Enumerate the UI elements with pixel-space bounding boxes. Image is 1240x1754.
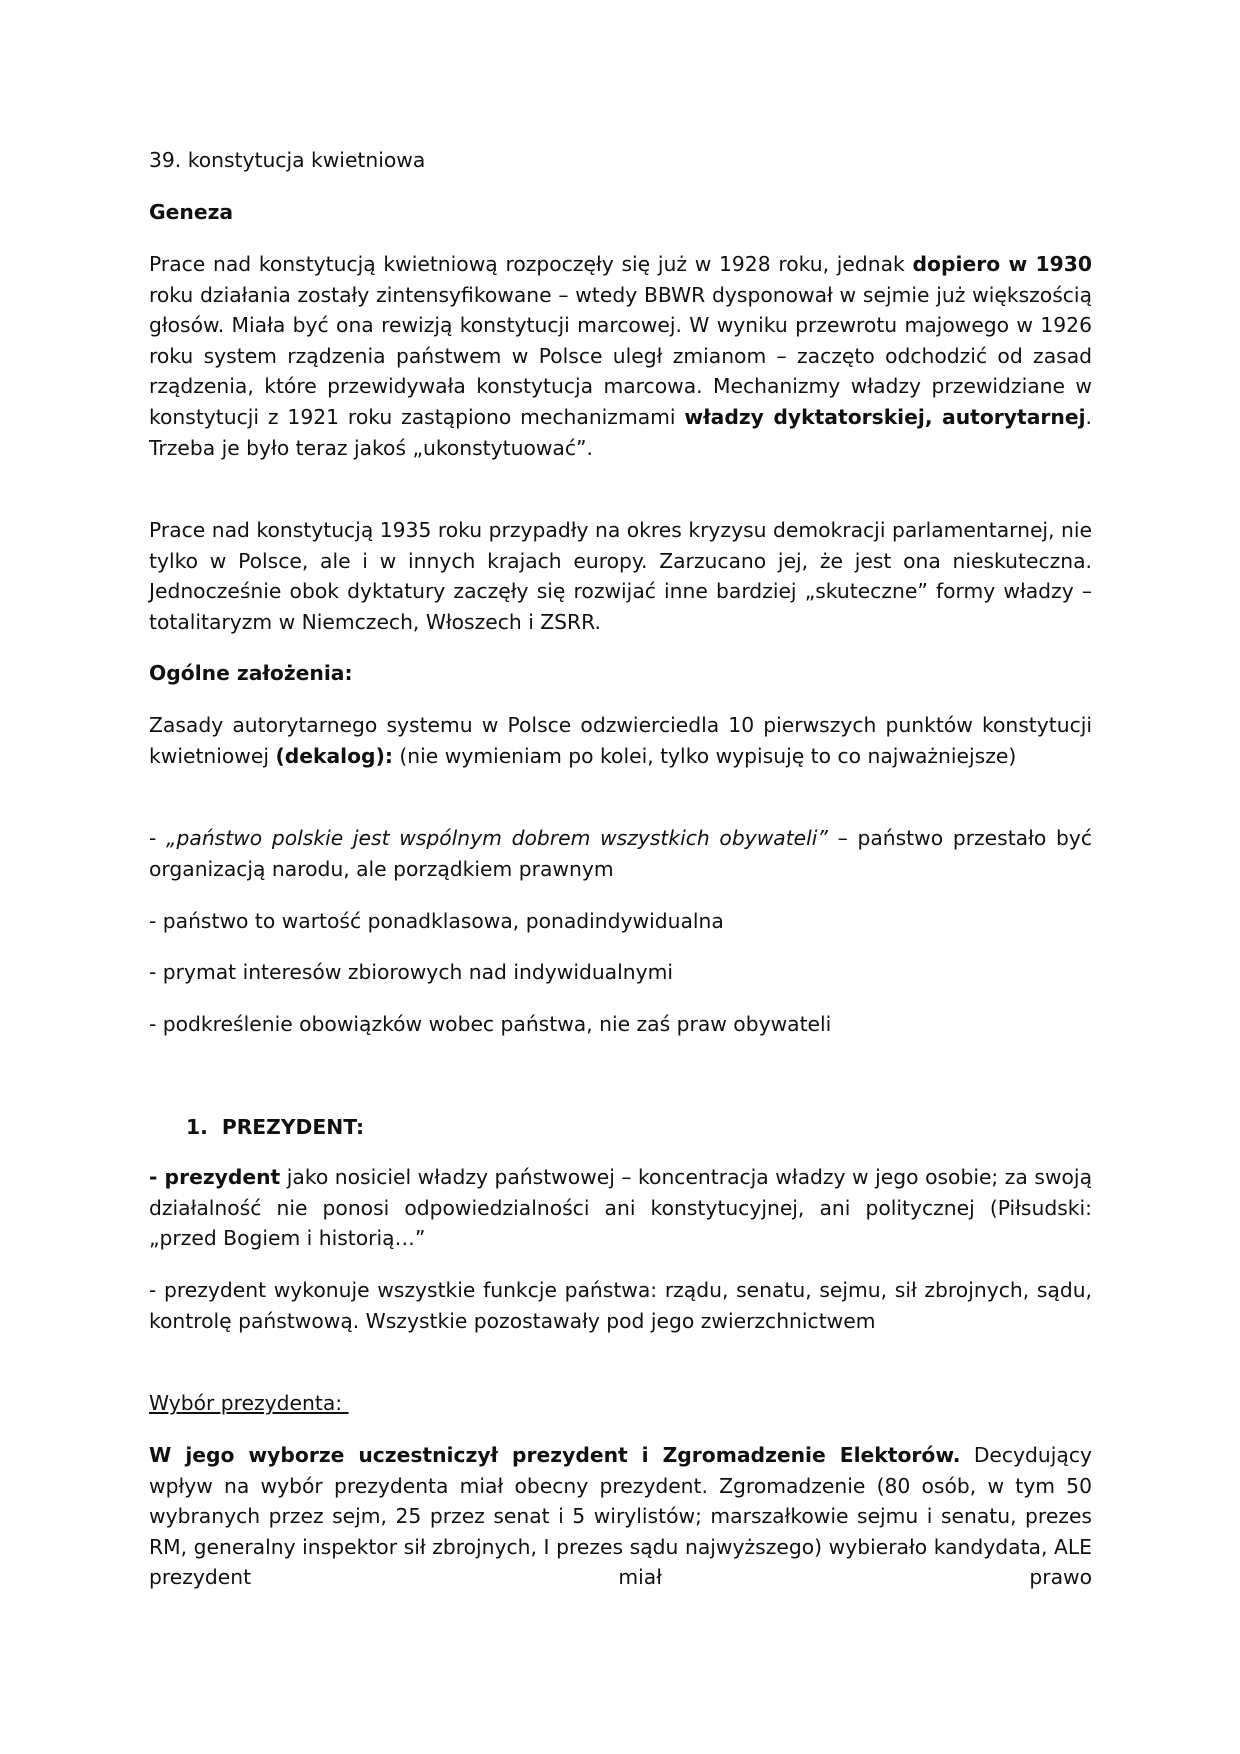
bullet-4	[149, 1009, 1092, 1040]
text: Decydujący wpływ na wybór prezydenta miał obecny prezydent. Zgromadzenie (80 osób, w tym 50 wybranych przez sejm, 25 przez senat i 5 wirylistów; marszałkowie sejmu i senatu, prezes RM, generalny inspektor sił zbrojnych, I prezes sądu najwyższego) wybierało kandydata, ALE prezydent miał prawo	[149, 1443, 1093, 1590]
heading-geneza	[149, 197, 1092, 228]
bold-text: dopiero w 1930	[912, 252, 1092, 276]
subheading-wybor	[149, 1388, 1092, 1419]
dash: -	[149, 826, 167, 850]
list-number: 1.	[186, 1115, 208, 1139]
text: Prace nad konstytucją 1935 roku przypadły na okres kryzysu demokracji parlamentarnej, nie tylko w Polsce, ale i w innych krajach europy. Zarzucano jej, że jest ona nieskuteczna. Jednocześnie obok dyktatury zaczęły się rozwijać inne bardziej „skuteczne” formy władzy – totalitaryzm w Niemczech, Włoszech i ZSRR.	[149, 518, 1092, 634]
heading-text: Ogólne założenia:	[149, 661, 353, 685]
paragraph-prezydent-2	[149, 1275, 1092, 1336]
bold-text: W jego wyborze uczestniczył prezydent i Zgromadzenie Elektorów.	[149, 1443, 961, 1467]
paragraph-wybor	[149, 1440, 1092, 1593]
bullet-3	[149, 957, 1092, 988]
text: - prymat interesów zbiorowych nad indywidualnymi	[149, 960, 673, 984]
text: jako nosiciel władzy państwowej – koncentracja władzy w jego osobie; za swoją działalność nie ponosi odpowiedzialności ani konstytucyjnej, ani politycznej (Piłsudski: „przed Bogiem i historią…”	[149, 1165, 1093, 1251]
heading-text: PREZYDENT:	[221, 1115, 365, 1139]
paragraph-geneza-1	[149, 249, 1092, 463]
bullet-1	[149, 823, 1092, 884]
title-text: 39. konstytucja kwietniowa	[149, 148, 426, 172]
bold-text: (dekalog):	[275, 743, 393, 768]
underlined-text: Wybór prezydenta:	[149, 1391, 349, 1415]
bold-text: władzy dyktatorskiej, autorytarnej	[684, 404, 1086, 429]
italic-quote: „państwo polskie jest wspólnym dobrem wszystkich obywateli”	[166, 826, 828, 850]
heading-prezydent	[186, 1112, 1129, 1143]
text: Zasady autorytarnego systemu w Polsce odzwierciedla 10 pierwszych punktów konstytucji kwietniowej	[149, 713, 1092, 768]
text: . Trzeba je było teraz jakoś „ukonstytuować”.	[149, 404, 1092, 460]
text: - prezydent wykonuje wszystkie funkcje państwa: rządu, senatu, sejmu, sił zbrojnych, sądu, kontrolę państwową. Wszystkie pozostawały pod jego zwierzchnictwem	[149, 1278, 1092, 1333]
bold-text: - prezydent	[149, 1165, 281, 1189]
heading-text: Geneza	[149, 200, 234, 224]
text: - podkreślenie obowiązków wobec państwa, nie zaś praw obywateli	[149, 1012, 832, 1036]
paragraph-dekalog	[149, 710, 1092, 771]
paragraph-prezydent-1	[149, 1162, 1092, 1254]
text: (nie wymieniam po kolei, tylko wypisuję to co najważniejsze)	[392, 743, 1017, 768]
text: roku działania zostały zintensyfikowane – wtedy BBWR dysponował w sejmie już większością głosów. Miała być ona rewizją konstytucji marcowej. W wyniku przewrotu majowego w 1926 roku system rządzenia państwem w Polsce uległ zmianom – zaczęto odchodzić od zasad rządzenia, które przewidywała konstytucja marcowa. Mechanizmy władzy przewidziane w konstytucji z 1921 roku zastąpiono mechanizmami	[149, 282, 1092, 429]
heading-zalozenia	[149, 658, 1092, 689]
paragraph-geneza-2	[149, 515, 1092, 637]
text: Prace nad konstytucją kwietniową rozpoczęły się już w 1928 roku, jednak	[149, 252, 913, 276]
bullet-2	[149, 906, 1092, 937]
text: – państwo przestało być organizacją narodu, ale porządkiem prawnym	[149, 826, 1092, 881]
document-title	[149, 145, 1092, 176]
text: - państwo to wartość ponadklasowa, ponadindywidualna	[149, 909, 724, 933]
